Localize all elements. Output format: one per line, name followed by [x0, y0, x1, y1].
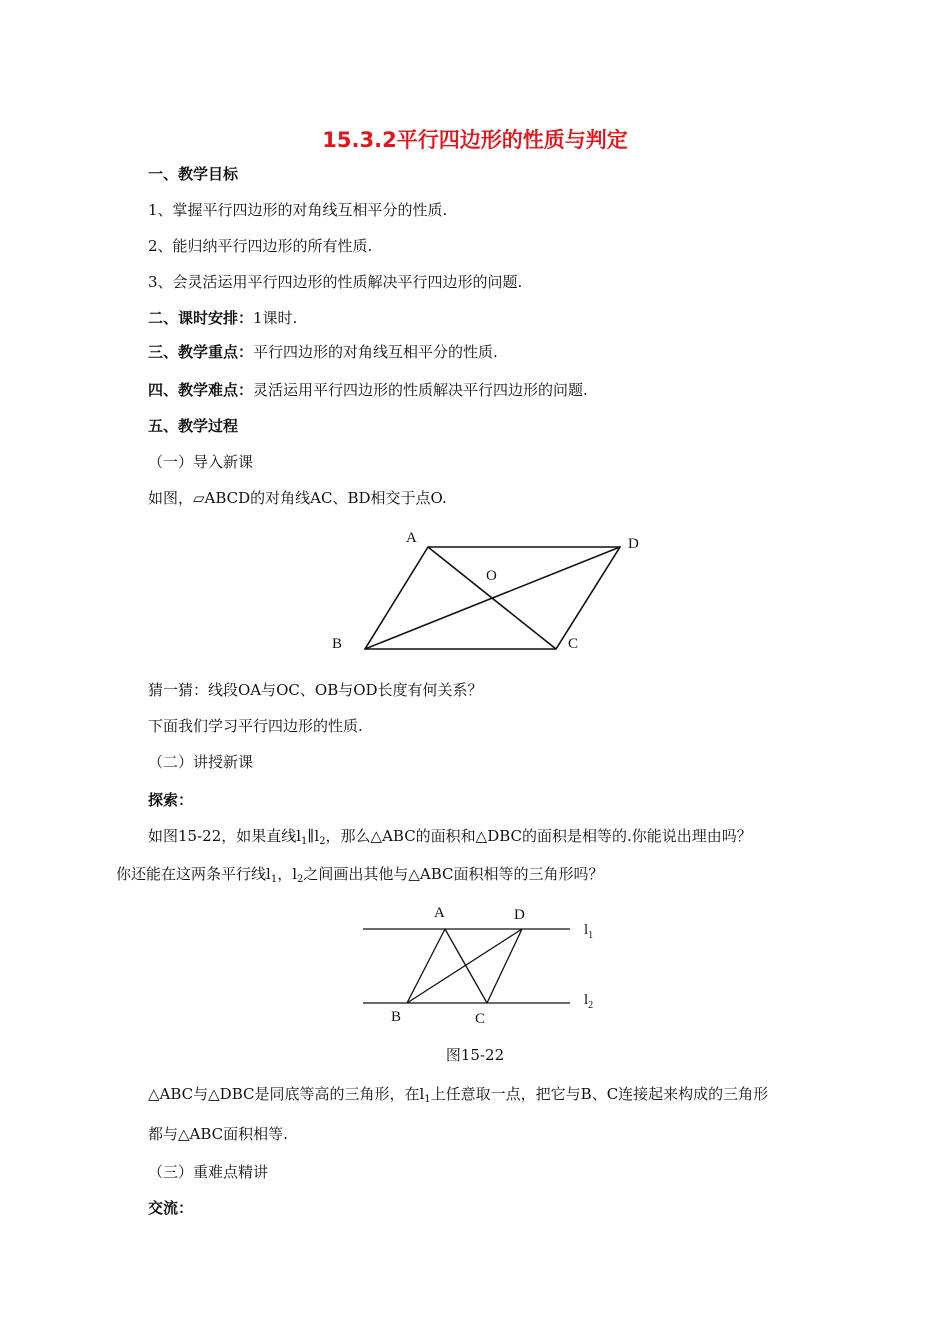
- goal-2: 2、能归纳平行四边形的所有性质.: [148, 237, 373, 255]
- section-schedule: [148, 308, 297, 328]
- goal-1: 1、掌握平行四边形的对角线互相平分的性质.: [148, 201, 448, 219]
- fig2-label-b: B: [391, 1009, 402, 1025]
- section-goals-heading: 一、教学目标: [148, 165, 239, 183]
- label-d: D: [628, 536, 639, 552]
- label-c: C: [568, 636, 579, 652]
- question-parallel: ∥l: [307, 827, 320, 845]
- page-title: 15.3.2平行四边形的性质与判定: [322, 128, 628, 152]
- section-key-point-text: 平行四边形的对角线互相平分的性质.: [253, 343, 498, 361]
- question-text-b: ，那么△ABC的面积和△DBC的面积是相等的.你能说出理由吗？: [325, 827, 752, 845]
- next-text: 下面我们学习平行四边形的性质.: [148, 717, 363, 735]
- answer-subscript: 1: [424, 1094, 431, 1105]
- segment-ab: [407, 929, 445, 1003]
- section-schedule-label: 二、课时安排：: [148, 309, 254, 327]
- part-3-heading: （三）重难点精讲: [148, 1163, 269, 1181]
- answer-line-2: 都与△ABC面积相等.: [148, 1125, 288, 1143]
- section-key-point-label: 三、教学重点：: [148, 343, 254, 361]
- section-difficulty-text: 灵活运用平行四边形的性质解决平行四边形的问题.: [253, 381, 588, 399]
- parallelogram-figure: [320, 520, 660, 660]
- section-schedule-text: 1课时.: [253, 309, 298, 327]
- guess-text: 猜一猜：线段OA与OC、OB与OD长度有何关系？: [148, 681, 483, 699]
- section-difficulty: [148, 380, 588, 400]
- label-b: B: [332, 636, 343, 652]
- explore-heading: 探索：: [148, 791, 194, 809]
- fig2-label-l1: $l_1$: [584, 922, 594, 941]
- section-process-heading: 五、教学过程: [148, 417, 239, 435]
- question-line-1: [148, 826, 752, 846]
- subscript-1: 1: [301, 836, 308, 847]
- diagonal-bd: [365, 547, 620, 649]
- fig2-label-c: C: [475, 1011, 486, 1027]
- question-text-d: 之间画出其他与△ABC面积相等的三角形吗？: [303, 865, 604, 883]
- answer-text-a: △ABC与△DBC是同底等高的三角形，在l: [148, 1085, 425, 1103]
- goal-3: 3、会灵活运用平行四边形的性质解决平行四边形的问题.: [148, 273, 523, 291]
- segment-ac: [445, 929, 487, 1003]
- parallel-lines-figure: [355, 896, 615, 1031]
- question-text-a: 如图15-22，如果直线l: [148, 827, 302, 845]
- answer-text-b: 上任意取一点，把它与B、C连接起来构成的三角形: [430, 1085, 769, 1103]
- question-text-c: 你还能在这两条平行线l: [116, 865, 271, 883]
- exchange-heading: 交流：: [148, 1199, 194, 1217]
- section-key-point: [148, 342, 498, 362]
- intro-text: 如图，▱ABCD的对角线AC、BD相交于点O.: [148, 489, 447, 507]
- fig2-label-l2: $l_2$: [584, 992, 594, 1011]
- subscript-4: 2: [297, 874, 304, 885]
- fig2-label-d: D: [514, 907, 525, 923]
- figure-caption: 图15-22: [445, 1046, 505, 1064]
- section-difficulty-label: 四、教学难点：: [148, 381, 254, 399]
- subscript-2: 2: [319, 836, 326, 847]
- answer-line-1: [148, 1084, 768, 1104]
- label-a: A: [406, 530, 417, 546]
- subscript-3: 1: [270, 874, 278, 885]
- part-2-heading: （二）讲授新课: [148, 753, 254, 771]
- question-line-2: [116, 864, 604, 884]
- label-o: O: [486, 568, 497, 584]
- question-comma: ，l: [277, 865, 297, 883]
- part-1-heading: （一）导入新课: [148, 453, 254, 471]
- fig2-label-a: A: [434, 905, 445, 921]
